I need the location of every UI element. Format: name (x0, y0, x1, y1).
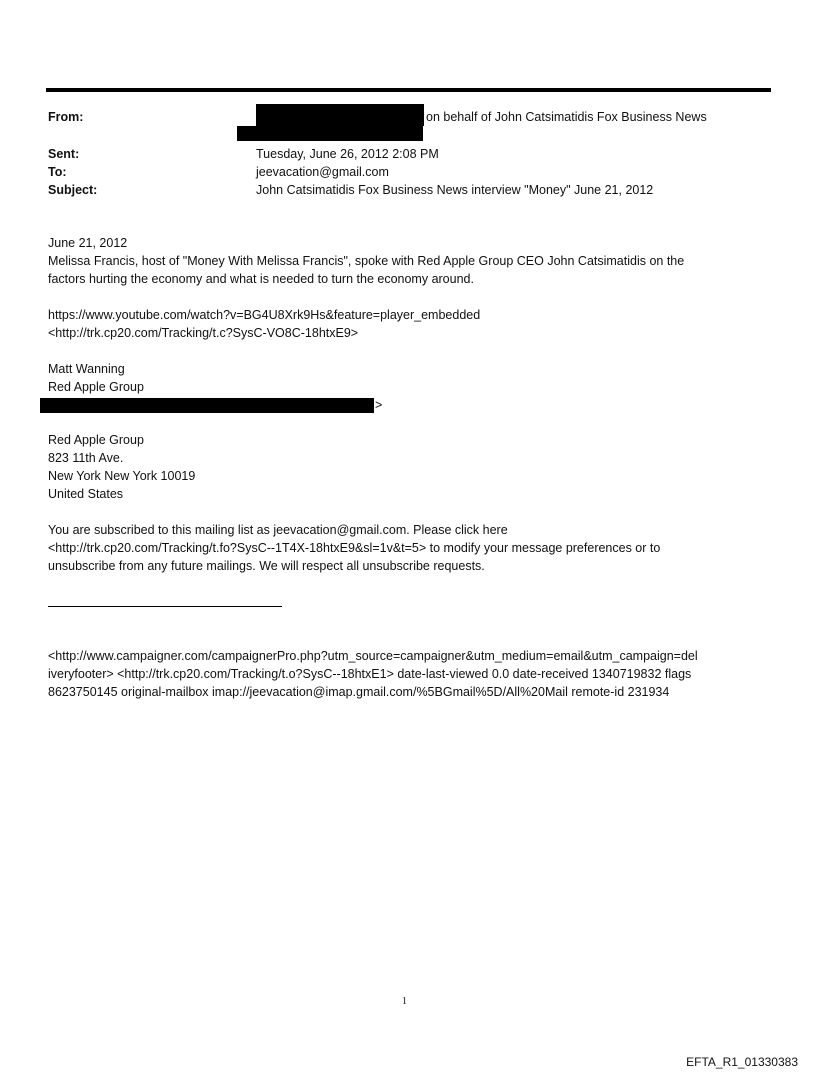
redaction-box (256, 104, 424, 126)
tracking-link[interactable]: <http://trk.cp20.com/Tracking/t.c?SysC-VO8C-18htxE9> (48, 326, 359, 340)
address-line: United States (48, 487, 124, 501)
bates-number: EFTA_R1_01330383 (686, 1055, 798, 1069)
sent-value: Tuesday, June 26, 2012 2:08 PM (256, 147, 439, 161)
page-number: 1 (402, 996, 407, 1007)
subscription-link[interactable]: <http://trk.cp20.com/Tracking/t.fo?SysC--1T4X-18htxE9&sl=1v&t=5> to modify your message preferences or to (48, 541, 661, 555)
body-text: factors hurting the economy and what is needed to turn the economy around. (48, 272, 474, 286)
address-line: Red Apple Group (48, 433, 144, 447)
address-line: New York New York 10019 (48, 469, 196, 483)
signature-name: Matt Wanning (48, 362, 125, 376)
to-label: To: (48, 165, 67, 179)
sent-label: Sent: (48, 147, 80, 161)
subscription-text: unsubscribe from any future mailings. We will respect all unsubscribe requests. (48, 559, 485, 573)
body-text: Melissa Francis, host of "Money With Melissa Francis", spoke with Red Apple Group CEO John Catsimatidis on the (48, 254, 685, 268)
to-value: jeevacation@gmail.com (256, 165, 389, 179)
subject-value: John Catsimatidis Fox Business News interview "Money" June 21, 2012 (256, 183, 654, 197)
redaction-box (237, 126, 423, 141)
from-value: on behalf of John Catsimatidis Fox Business News (426, 110, 707, 124)
from-label: From: (48, 110, 84, 124)
footer-separator (48, 606, 282, 607)
body-date: June 21, 2012 (48, 236, 128, 250)
redaction-box (40, 398, 374, 413)
redacted-link-tail: > (375, 398, 383, 412)
subject-label: Subject: (48, 183, 98, 197)
address-line: 823 11th Ave. (48, 451, 124, 465)
subscription-text: You are subscribed to this mailing list as jeevacation@gmail.com. Please click here (48, 523, 508, 537)
signature-org: Red Apple Group (48, 380, 144, 394)
footer-text: 8623750145 original-mailbox imap://jeevacation@imap.gmail.com/%5BGmail%5D/All%20Mail remote-id 231934 (48, 685, 670, 699)
footer-text: <http://www.campaigner.com/campaignerPro.php?utm_source=campaigner&utm_medium=email&utm_campaign=del (48, 649, 698, 663)
video-link[interactable]: https://www.youtube.com/watch?v=BG4U8Xrk9Hs&feature=player_embedded (48, 308, 481, 322)
header-rule (46, 88, 771, 92)
footer-text: iveryfooter> <http://trk.cp20.com/Tracking/t.o?SysC--18htxE1> date-last-viewed 0.0 date-received 1340719832 flags (48, 667, 692, 681)
